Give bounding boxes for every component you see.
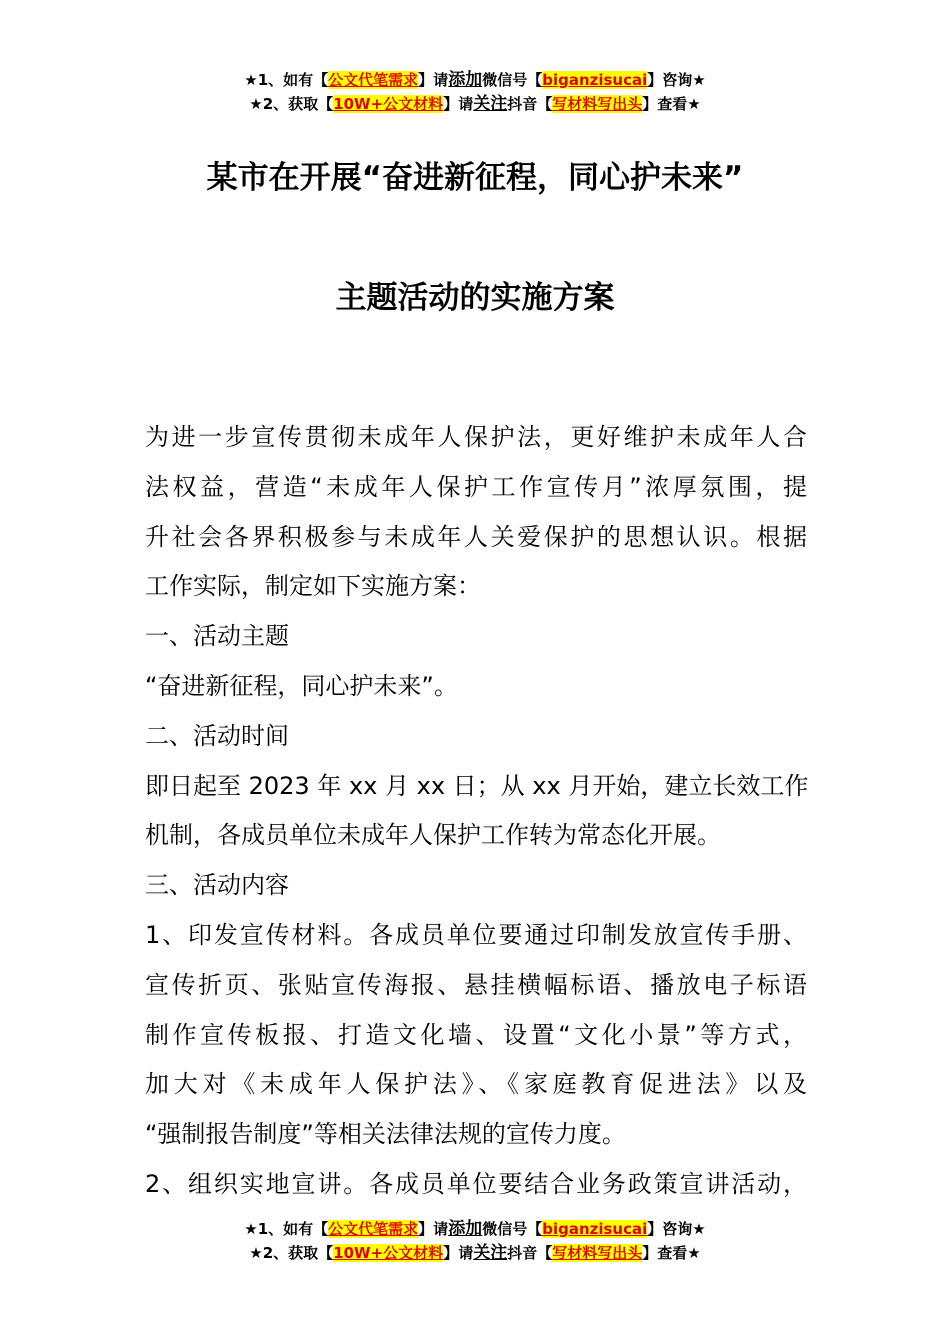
doc-title-line-2: 主题活动的实施方案 (335, 280, 615, 316)
doc-title-line-1: 某市在开展“奋进新征程，同心护未来” (206, 160, 744, 196)
body-line: 升社会各界积极参与未成年人关爱保护的思想认识。根据 (145, 522, 807, 551)
body-line: 宣传折页、张贴宣传海报、悬挂横幅标语、播放电子标语 (145, 970, 807, 999)
footer-banner (0, 1217, 950, 1265)
body-line: 工作实际，制定如下实施方案： (145, 572, 481, 601)
body-line: 二、活动时间 (145, 721, 289, 750)
body-line: 法权益，营造“未成年人保护工作宣传月”浓厚氛围，提 (145, 472, 807, 501)
banner-line-1: ★1、如有【公文代笔需求】请添加微信号【biganzisucai】咨询★ (244, 1219, 706, 1239)
body-line: 加大对《未成年人保护法》、《家庭教育促进法》以及 (145, 1070, 807, 1099)
banner-line-1: ★1、如有【公文代笔需求】请添加微信号【biganzisucai】咨询★ (244, 70, 706, 90)
body-line: 即日起至 2023 年 xx 月 xx 日；从 xx 月开始，建立长效工作 (145, 771, 809, 800)
body-line: 一、活动主题 (145, 622, 289, 651)
header-banner (0, 68, 950, 116)
body-line: 1、印发宣传材料。各成员单位要通过印制发放宣传手册、 (145, 921, 807, 949)
body-line: 2、组织实地宣讲。各成员单位要结合业务政策宣讲活动， (145, 1170, 807, 1198)
body-line: “奋进新征程，同心护未来”。 (145, 672, 458, 700)
banner-line-2: ★2、获取【10W+公文材料】请关注抖音【写材料写出头】查看★ (249, 94, 701, 114)
banner-line-2: ★2、获取【10W+公文材料】请关注抖音【写材料写出头】查看★ (249, 1243, 701, 1263)
body-line: “强制报告制度”等相关法律法规的宣传力度。 (145, 1120, 626, 1149)
body-line: 制作宣传板报、打造文化墙、设置“文化小景”等方式， (145, 1020, 807, 1049)
body-line: 三、活动内容 (145, 871, 289, 900)
body-line: 为进一步宣传贯彻未成年人保护法，更好维护未成年人合 (145, 423, 807, 451)
body-line: 机制，各成员单位未成年人保护工作转为常态化开展。 (145, 821, 721, 850)
